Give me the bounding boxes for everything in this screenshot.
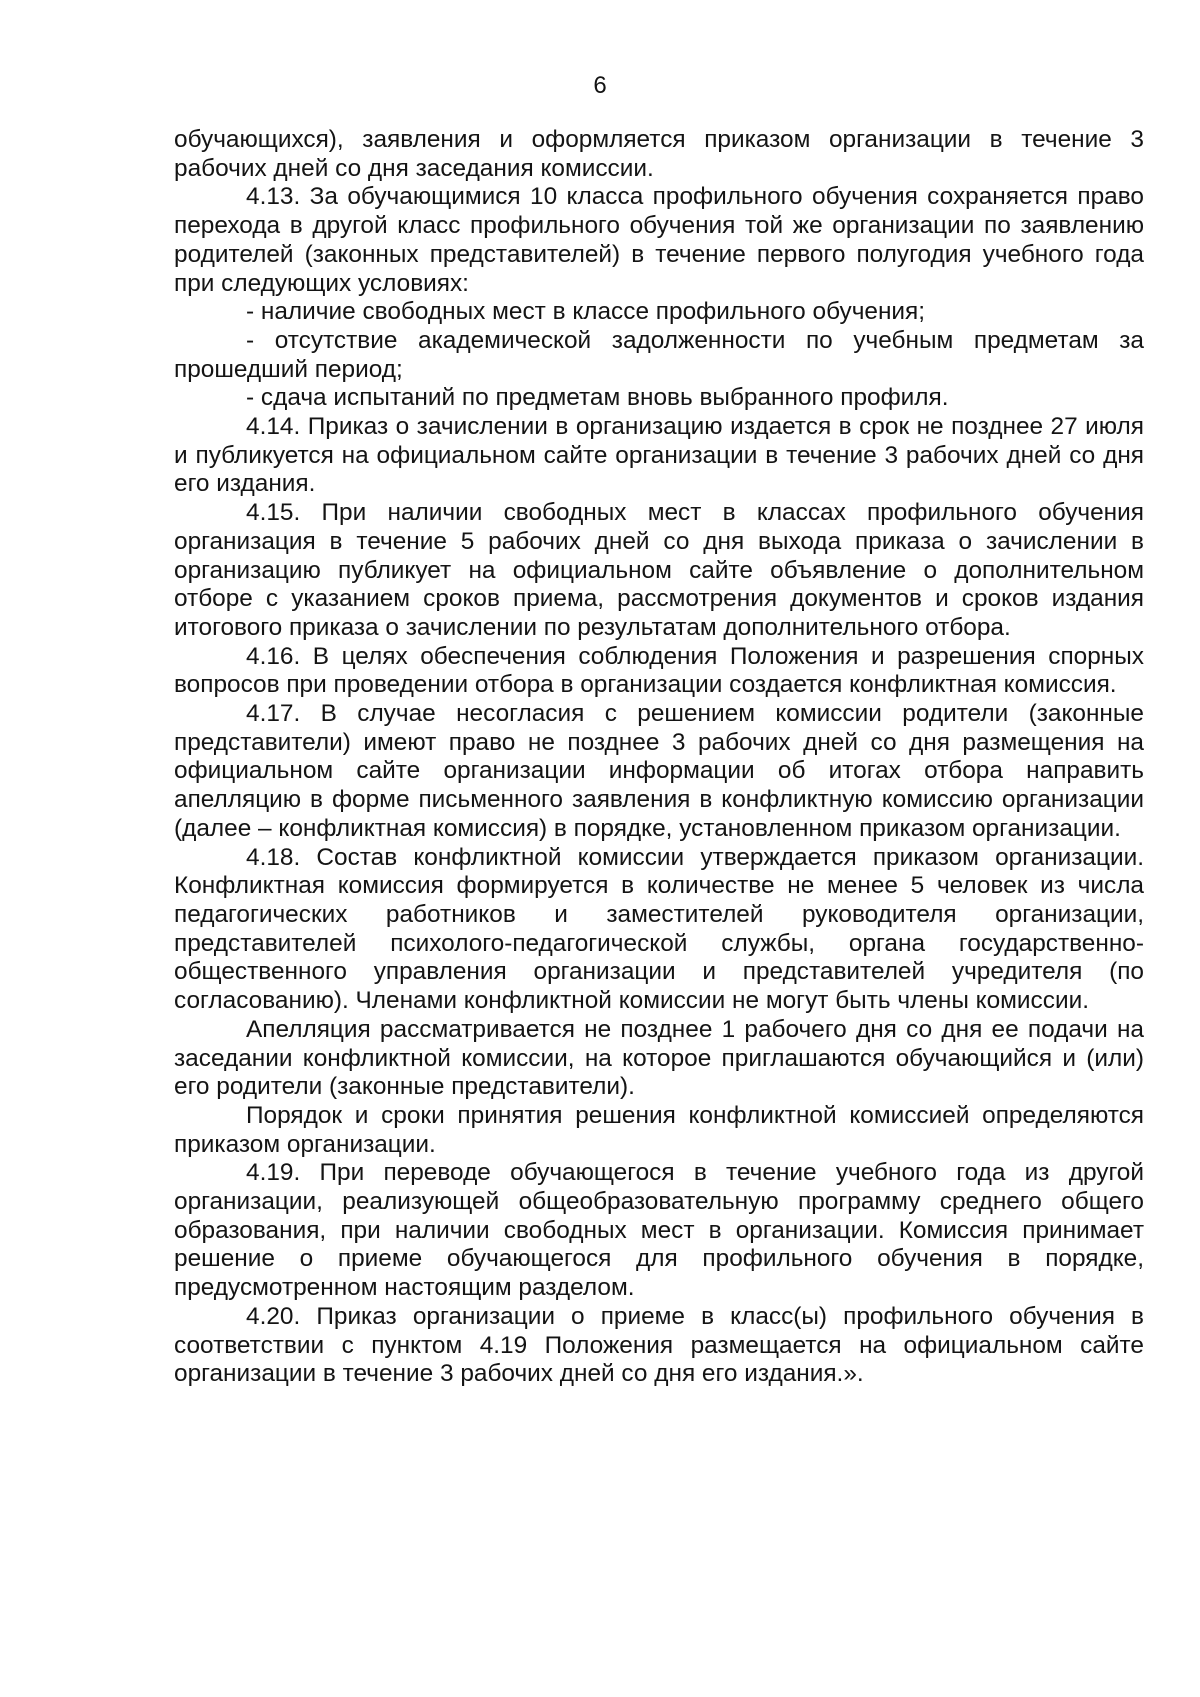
paragraph-4-18: 4.18. Состав конфликтной комиссии утверждается приказом организации. Конфликтная комиссия формируется в количестве не менее 5 человек из числа педагогических работников и заместителей руководителя организации, представителей психолого-педагогической службы, органа государственно-общественного управления организации и представителей учредителя (по согласованию). Членами конфликтной комиссии не могут быть члены комиссии. bbox=[174, 843, 1144, 1015]
paragraph-4-14: 4.14. Приказ о зачислении в организацию издается в срок не позднее 27 июля и публикуется на официальном сайте организации в течение 3 рабочих дней со дня его издания. bbox=[174, 413, 1144, 498]
paragraph-4-16: 4.16. В целях обеспечения соблюдения Положения и разрешения спорных вопросов при проведении отбора в организации создается конфликтная комиссия. bbox=[174, 642, 1144, 699]
paragraph-4-13: 4.13. За обучающимися 10 класса профильного обучения сохраняется право перехода в другой класс профильного обучения той же организации по заявлению родителей (законных представителей) в течение первого полугодия учебного года при следующих условиях: bbox=[174, 183, 1144, 297]
condition-no-debt: - отсутствие академической задолженности по учебным предметам за прошедший период; bbox=[174, 326, 1144, 383]
paragraph-appeal: Апелляция рассматривается не позднее 1 рабочего дня со дня ее подачи на заседании конфликтной комиссии, на которое приглашаются обучающийся и (или) его родители (законные представители). bbox=[174, 1015, 1144, 1101]
paragraph-procedure: Порядок и сроки принятия решения конфликтной комиссией определяются приказом организации. bbox=[174, 1101, 1144, 1158]
paragraph-4-20: 4.20. Приказ организации о приеме в класс(ы) профильного обучения в соответствии с пунктом 4.19 Положения размещается на официальном сайте организации в течение 3 рабочих дней со дня его издания.». bbox=[174, 1302, 1144, 1388]
paragraph-4-15: 4.15. При наличии свободных мест в классах профильного обучения организация в течение 5 рабочих дней со дня выхода приказа о зачислении в организацию публикует на официальном сайте объявление о дополнительном отборе с указанием сроков приема, рассмотрения документов и сроков издания итогового приказа о зачислении по результатам дополнительного отбора. bbox=[174, 499, 1144, 641]
condition-free-places: - наличие свободных мест в классе профильного обучения; bbox=[246, 298, 926, 326]
condition-exams: - сдача испытаний по предметам вновь выбранного профиля. bbox=[246, 384, 949, 412]
document-body bbox=[174, 126, 1144, 1389]
paragraph-continuation: обучающихся), заявления и оформляется приказом организации в течение 3 рабочих дней со дня заседания комиссии. bbox=[174, 126, 1144, 182]
page-number: 6 bbox=[593, 72, 607, 99]
paragraph-4-19: 4.19. При переводе обучающегося в течение учебного года из другой организации, реализующей общеобразовательную программу среднего общего образования, при наличии свободных мест в организации. Комиссия принимает решение о приеме обучающегося для профильного обучения в порядке, предусмотренном настоящим разделом. bbox=[174, 1159, 1144, 1302]
paragraph-4-17: 4.17. В случае несогласия с решением комиссии родители (законные представители) имеют право не позднее 3 рабочих дней со дня размещения на официальном сайте организации информации об итогах отбора направить апелляцию в форме письменного заявления в конфликтную комиссию организации (далее – конфликтная комиссия) в порядке, установленном приказом организации. bbox=[174, 700, 1144, 842]
